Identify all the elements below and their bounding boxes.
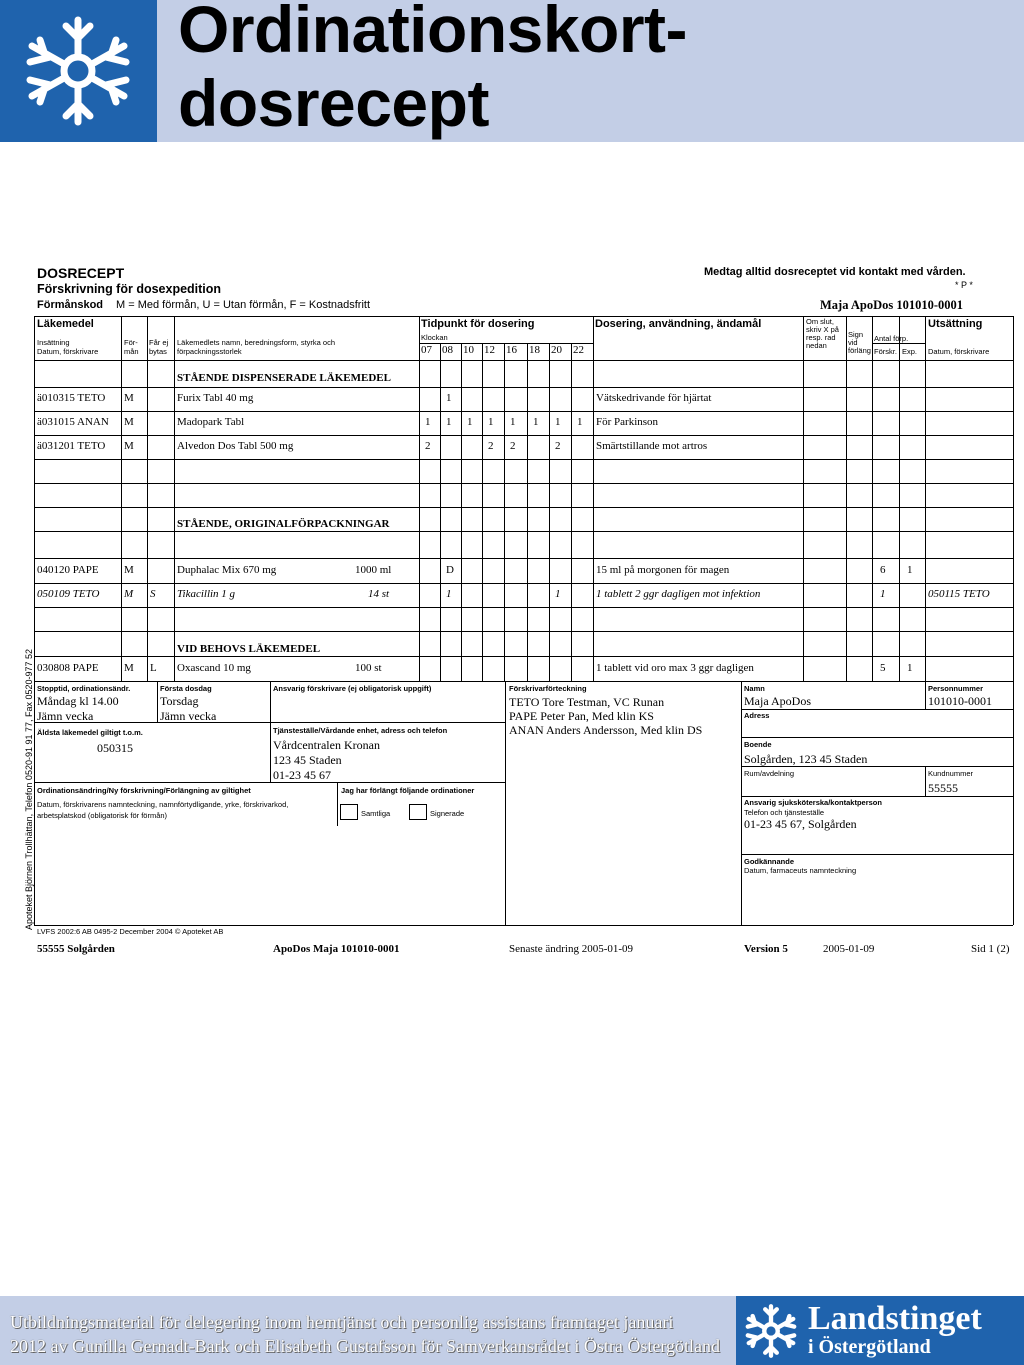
- row-dosering: Smärtstillande mot artros: [596, 440, 708, 452]
- section-original: STÅENDE, ORIGINALFÖRPACKNINGAR: [177, 518, 390, 530]
- form-subtitle: Förskrivning för dosexpedition: [37, 282, 222, 296]
- tjanstestalle-label: Tjänsteställe/Vårdande enhet, adress och telefon: [273, 726, 448, 735]
- row-dos-16: 1: [510, 416, 516, 428]
- grid-line: [741, 681, 742, 925]
- header-namn-1: Läkemedlets namn, beredningsform, styrka och: [177, 338, 335, 347]
- row-dos-07: 1: [425, 416, 431, 428]
- section-vid-behov: VID BEHOVS LÄKEMEDEL: [177, 643, 321, 655]
- grid-line: [461, 343, 462, 681]
- ordinationsandring-sub-2: arbetsplatskod (obligatorisk för förmån): [37, 811, 168, 820]
- grid-line: [1013, 316, 1014, 681]
- grid-line: [34, 316, 1013, 317]
- header-om-slut: Om slut, skriv X på resp. rad nedan: [806, 317, 839, 350]
- forskrivarforteckning-label: Förskrivarförteckning: [509, 684, 587, 693]
- header-time-10: 10: [463, 344, 474, 356]
- row-dos-12: 2: [488, 440, 494, 452]
- row-insattning: 030808 PAPE: [37, 662, 99, 674]
- ordinationsandring-label: Ordinationsändring/Ny förskrivning/Förlängning av giltighet: [37, 786, 251, 795]
- namn-label: Namn: [744, 684, 765, 693]
- row-insattning: ä010315 TETO: [37, 392, 106, 404]
- grid-line: [593, 316, 594, 681]
- grid-line: [899, 316, 900, 681]
- grid-line: [34, 583, 1013, 584]
- grid-line: [34, 531, 1013, 532]
- samtliga-label: Samtliga: [361, 809, 391, 818]
- row-antal-forskr: 5: [880, 662, 886, 674]
- footer-patient: ApoDos Maja 101010-0001: [273, 943, 400, 955]
- header-exp: Exp.: [902, 347, 918, 356]
- row-lakemedel-namn: Tikacillin 1 g: [177, 588, 236, 600]
- grid-line: [1013, 681, 1014, 925]
- godkannande-label: Godkännande: [744, 857, 795, 866]
- row-insattning: ä031015 ANAN: [37, 416, 109, 428]
- forskrivare-2: PAPE Peter Pan, Med klin KS: [509, 709, 654, 723]
- header-time-16: 16: [506, 344, 517, 356]
- personnummer-value: 101010-0001: [928, 694, 992, 708]
- grid-line: [872, 316, 873, 681]
- row-forpackning: 100 st: [355, 662, 382, 674]
- row-insattning: ä031201 TETO: [37, 440, 106, 452]
- adress-label: Adress: [744, 711, 770, 720]
- row-dos-12: 1: [488, 416, 494, 428]
- row-dos-07: 2: [425, 440, 431, 452]
- ansvarig-forskrivare-label: Ansvarig förskrivare (ej obligatorisk uppgift): [273, 684, 432, 693]
- grid-line: [34, 316, 35, 681]
- row-forman: M: [124, 440, 134, 452]
- row-dos-20: 1: [555, 416, 561, 428]
- namn-value: Maja ApoDos: [744, 694, 811, 708]
- grid-line: [34, 387, 1013, 388]
- tjanstestalle-value-3: 01-23 45 67: [273, 768, 331, 782]
- grid-line: [270, 681, 271, 782]
- row-antal-forskr: 6: [880, 564, 886, 576]
- grid-line: [337, 782, 338, 826]
- boende-value: Solgården, 123 45 Staden: [744, 752, 868, 766]
- stopptid-value-1: Måndag kl 14.00: [37, 694, 119, 708]
- row-antal-exp: 1: [907, 662, 913, 674]
- stopptid-value-2: Jämn vecka: [37, 709, 94, 723]
- row-lakemedel-namn: Duphalac Mix 670 mg: [177, 564, 277, 576]
- signerade-checkbox[interactable]: [409, 804, 427, 820]
- forskrivare-1: TETO Tore Testman, VC Runan: [509, 695, 665, 709]
- row-insattning: 040120 PAPE: [37, 564, 99, 576]
- row-dos-20: 1: [555, 588, 561, 600]
- grid-line: [34, 507, 1013, 508]
- grid-line: [505, 681, 506, 925]
- row-lakemedel-namn: Alvedon Dos Tabl 500 mg: [177, 440, 294, 452]
- samtliga-checkbox[interactable]: [340, 804, 358, 820]
- row-dos-10: 1: [467, 416, 473, 428]
- row-insattning: 050109 TETO: [37, 588, 100, 600]
- grid-line: [504, 343, 505, 681]
- row-dosering: 15 ml på morgonen för magen: [596, 564, 730, 576]
- notice-text: Medtag alltid dosreceptet vid kontakt med vården.: [704, 266, 966, 278]
- stopptid-label: Stopptid, ordinationsändr.: [37, 684, 131, 693]
- forlangt-label: Jag har förlängt följande ordinationer: [341, 786, 475, 795]
- row-forman: M: [124, 392, 134, 404]
- header-sign: Sign vid förläng: [848, 330, 871, 355]
- row-dos-20: 2: [555, 440, 561, 452]
- grid-line: [157, 681, 158, 722]
- grid-line: [121, 316, 122, 681]
- grid-line: [34, 459, 1013, 460]
- page-title: Ordinationskort- dosrecept: [178, 0, 688, 140]
- grid-line: [925, 766, 926, 796]
- grid-line: [527, 343, 528, 681]
- header-time-12: 12: [484, 344, 495, 356]
- header-klockan: Klockan: [421, 333, 448, 342]
- row-far-ej-bytas: S: [150, 588, 156, 600]
- kundnummer-label: Kundnummer: [928, 769, 974, 778]
- grid-line: [34, 656, 1013, 657]
- header-for: För-: [124, 338, 138, 347]
- footer-logo: [736, 1296, 1024, 1365]
- sjukskoterska-sub: Telefon och tjänsteställe: [744, 808, 825, 817]
- grid-line: [741, 796, 1013, 797]
- header-tidpunkt: Tidpunkt för dosering: [421, 318, 535, 330]
- grid-line: [34, 631, 1013, 632]
- row-antal-forskr: 1: [880, 588, 886, 600]
- header-forskr: Förskr.: [874, 347, 897, 356]
- row-forman: M: [124, 588, 134, 600]
- row-forpackning: 1000 ml: [355, 564, 392, 576]
- row-dosering: För Parkinson: [596, 416, 659, 428]
- footer-sida: Sid 1 (2): [971, 943, 1010, 955]
- section-dispenserade: STÅENDE DISPENSERADE LÄKEMEDEL: [177, 372, 391, 384]
- grid-line: [34, 607, 1013, 608]
- row-forman: M: [124, 662, 134, 674]
- grid-line: [34, 411, 1013, 412]
- header-lakemedel: Läkemedel: [37, 318, 94, 330]
- grid-line: [803, 316, 804, 681]
- row-lakemedel-namn: Madopark Tabl: [177, 416, 245, 428]
- header-utsattning-sub: Datum, förskrivare: [928, 347, 990, 356]
- patient-header: Maja ApoDos 101010-0001: [820, 298, 964, 312]
- header-dosering: Dosering, användning, ändamål: [595, 318, 762, 330]
- header-far-ej: Får ej: [149, 338, 169, 347]
- tjanstestalle-value-1: Vårdcentralen Kronan: [273, 738, 380, 752]
- ordinationsandring-sub-1: Datum, förskrivarens namnteckning, namnförtydligande, yrke, förskrivarkod,: [37, 800, 289, 809]
- header-time-22: 22: [573, 344, 584, 356]
- aldsta-lakemedel-label: Äldsta läkemedel giltigt t.o.m.: [37, 728, 143, 737]
- grid-line: [34, 558, 1013, 559]
- side-vertical-text: Apoteket Björnen Trollhättan, Telefon 0520-91 91 77, Fax 0520-977 52: [24, 648, 34, 930]
- grid-line: [440, 343, 441, 681]
- sjukskoterska-label: Ansvarig sjuksköterska/kontaktperson: [744, 798, 882, 807]
- kundnummer-value: 55555: [928, 781, 958, 795]
- grid-line: [571, 343, 572, 681]
- rum-avdelning-label: Rum/avdelning: [744, 769, 795, 778]
- row-lakemedel-namn: Furix Tabl 40 mg: [177, 392, 254, 404]
- sjukskoterska-value: 01-23 45 67, Solgården: [744, 817, 857, 831]
- row-forpackning: 14 st: [368, 588, 390, 600]
- forskrivare-3: ANAN Anders Andersson, Med klin DS: [509, 723, 703, 737]
- grid-line: [925, 316, 926, 681]
- grid-line: [846, 316, 847, 681]
- row-far-ej-bytas: L: [150, 662, 157, 674]
- row-dos-22: 1: [577, 416, 583, 428]
- row-utsattning: 050115 TETO: [928, 588, 990, 600]
- notice-mark: * P *: [955, 280, 973, 290]
- grid-line: [34, 681, 1013, 682]
- slide-footer: [0, 1296, 1024, 1365]
- grid-line: [549, 343, 550, 681]
- row-lakemedel-namn: Oxascand 10 mg: [177, 662, 251, 674]
- footer-version: Version 5: [744, 943, 788, 955]
- row-dos-18: 1: [533, 416, 539, 428]
- signerade-label: Signerade: [430, 809, 465, 818]
- grid-line: [147, 316, 148, 681]
- header-man: mån: [124, 347, 139, 356]
- row-dosering: 1 tablett vid oro max 3 ggr dagligen: [596, 662, 754, 674]
- grid-line: [34, 435, 1013, 436]
- row-dos-08: 1: [446, 392, 452, 404]
- row-forman: M: [124, 564, 134, 576]
- aldsta-lakemedel-value: 050315: [97, 741, 133, 755]
- header-time-18: 18: [529, 344, 540, 356]
- form-title: DOSRECEPT: [37, 265, 125, 281]
- row-dosering: 1 tablett 2 ggr dagligen mot infektion: [596, 588, 761, 600]
- footer-credit: Utbildningsmaterial för delegering inom hemtjänst och personlig assistans framtaget januari 2012 av Gunilla Gernadt-Bark och Elisabeth Gustafsson för Samverkansrådet i Östra Östergötland: [10, 1312, 720, 1356]
- forsta-dosdag-label: Första dosdag: [160, 684, 212, 693]
- grid-line: [34, 360, 1013, 361]
- header-utsattning: Utsättning: [928, 318, 983, 330]
- grid-line: [741, 709, 1013, 710]
- forsta-dosdag-value-1: Torsdag: [160, 694, 199, 708]
- grid-line: [34, 483, 1013, 484]
- footer-senaste: Senaste ändring 2005-01-09: [509, 943, 634, 955]
- personnummer-label: Personnummer: [928, 684, 984, 693]
- lvfs-text: LVFS 2002:6 AB 0495-2 December 2004 © Apoteket AB: [37, 927, 224, 936]
- flower-logo-icon: [742, 1302, 800, 1360]
- row-dosering: Vätskedrivande för hjärtat: [596, 392, 712, 404]
- footer-logo-sub: i Östergötland: [808, 1336, 931, 1358]
- header-insattning: Insättning: [37, 338, 70, 347]
- formanskod-text: M = Med förmån, U = Utan förmån, F = Kostnadsfritt: [116, 299, 371, 311]
- row-dos-08: 1: [446, 416, 452, 428]
- grid-line: [34, 681, 35, 925]
- forsta-dosdag-value-2: Jämn vecka: [160, 709, 217, 723]
- header-time-08: 08: [442, 344, 453, 356]
- row-dos-16: 2: [510, 440, 516, 452]
- row-antal-exp: 1: [907, 564, 913, 576]
- row-dos-08: D: [446, 564, 454, 576]
- godkannande-sub: Datum, farmaceuts namnteckning: [744, 866, 857, 875]
- header-datum-forskrivare: Datum, förskrivare: [37, 347, 99, 356]
- formanskod-label: Förmånskod: [37, 299, 104, 311]
- grid-line: [872, 343, 925, 344]
- footer-logo-name: Landstinget: [808, 1300, 982, 1337]
- grid-line: [419, 316, 420, 681]
- header-namn-2: förpackningsstorlek: [177, 347, 242, 356]
- grid-line: [174, 316, 175, 681]
- header-time-20: 20: [551, 344, 562, 356]
- footer-version-date: 2005-01-09: [823, 943, 875, 955]
- grid-line: [741, 854, 1013, 855]
- header-antal: Antal förp.: [874, 334, 909, 343]
- tjanstestalle-value-2: 123 45 Staden: [273, 753, 342, 767]
- grid-line: [34, 925, 1013, 926]
- grid-line: [741, 737, 1013, 738]
- boende-label: Boende: [744, 740, 772, 749]
- header-time-07: 07: [421, 344, 432, 356]
- row-dos-08: 1: [446, 588, 452, 600]
- row-forman: M: [124, 416, 134, 428]
- footer-kund: 55555 Solgården: [37, 943, 115, 955]
- grid-line: [482, 343, 483, 681]
- grid-line: [270, 722, 505, 723]
- grid-line: [34, 782, 505, 783]
- grid-line: [925, 681, 926, 709]
- header-bytas: bytas: [149, 347, 167, 356]
